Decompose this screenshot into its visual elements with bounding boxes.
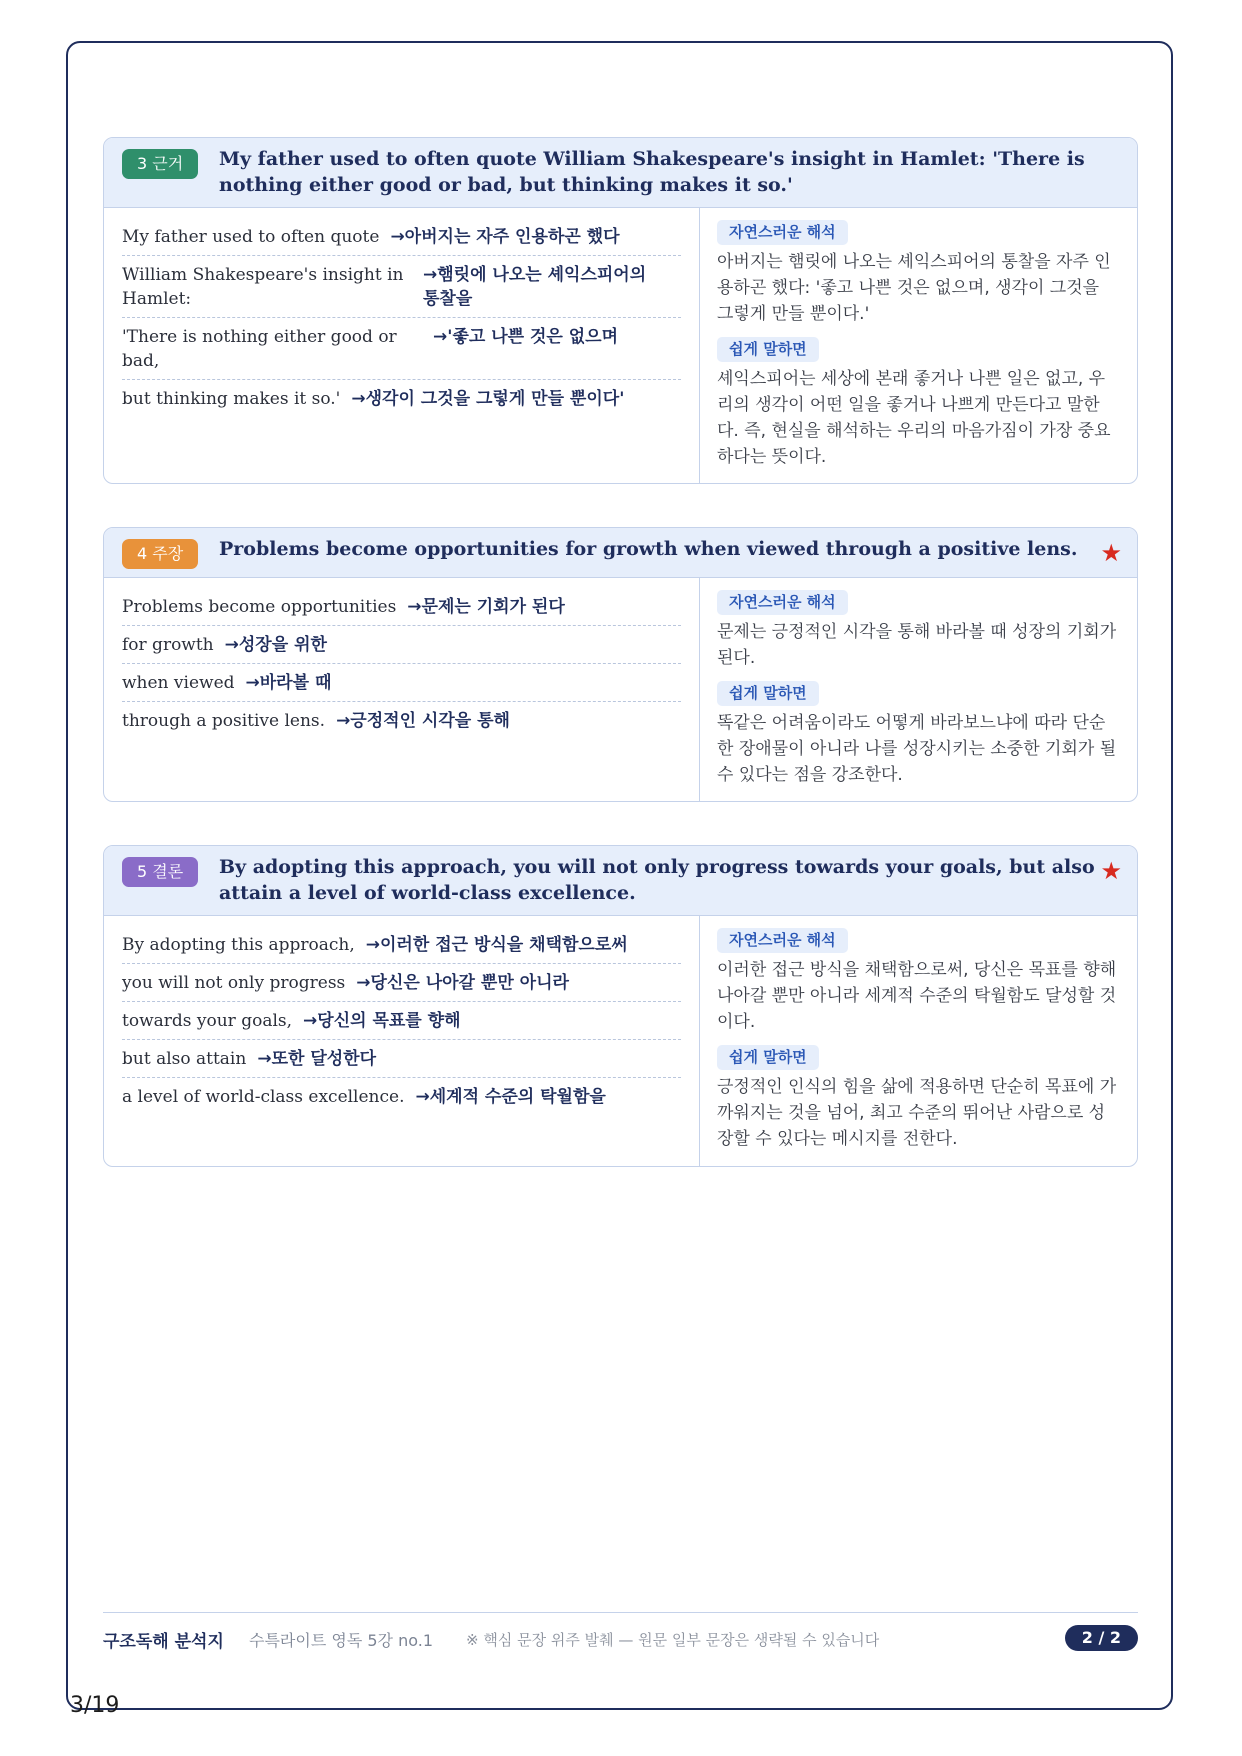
- chunk-korean: →긍정적인 시각을 통해: [336, 711, 510, 731]
- chunk-row: [122, 702, 681, 739]
- chunk-row: [122, 1078, 681, 1115]
- chunk-korean: →'좋고 나쁜 것은 없으며: [433, 327, 619, 347]
- chunk-row: [122, 926, 681, 964]
- page-footer: [103, 1612, 1138, 1656]
- chunk-english: when viewed: [122, 673, 235, 693]
- natural-translation-text: 문제는 긍정적인 시각을 통해 바라볼 때 성장의 기회가 된다.: [717, 622, 1117, 668]
- card-heading: By adopting this approach, you will not only progress towards your goals, but also attain a level of world-class excellence.: [219, 856, 1095, 904]
- chunk-row: [122, 1002, 681, 1040]
- natural-translation-label: 자연스러운 해석: [717, 928, 848, 953]
- chunk-english: but also attain: [122, 1049, 247, 1069]
- card-header: [104, 528, 1137, 578]
- card-header: [104, 138, 1137, 208]
- chunk-korean: →당신의 목표를 향해: [303, 1011, 461, 1031]
- chunk-row: [122, 218, 681, 256]
- chunk-english: for growth: [122, 635, 214, 655]
- card-heading: My father used to often quote William Shakespeare's insight in Hamlet: 'There is nothing either good or bad, but thinking makes it so.': [219, 148, 1085, 196]
- chunk-list: [104, 916, 700, 1166]
- chunk-row: [122, 964, 681, 1002]
- chunk-korean: →바라볼 때: [245, 673, 332, 693]
- chunk-english: Problems become opportunities: [122, 597, 397, 617]
- key-sentence-star-icon: ★: [1100, 857, 1122, 885]
- chunk-korean: →성장을 위한: [224, 635, 327, 655]
- chunk-english: William Shakespeare's insight in Hamlet:: [122, 265, 404, 309]
- chunk-english: By adopting this approach,: [122, 935, 355, 955]
- chunk-row: [122, 588, 681, 626]
- chunk-korean: →당신은 나아갈 뿐만 아니라: [356, 973, 569, 993]
- footer-course: 수특라이트 영독 5강 no.1: [249, 1631, 433, 1650]
- sentence-card-5: [103, 845, 1138, 1167]
- chunk-korean: →문제는 기회가 된다: [407, 597, 565, 617]
- natural-translation-text: 아버지는 햄릿에 나오는 셰익스피어의 통찰을 자주 인용하곤 했다: '좋고 나쁜 것은 없으며, 생각이 그것을 그렇게 만들 뿐이다.': [717, 252, 1111, 324]
- chunk-row: [122, 318, 681, 380]
- easy-explanation-label: 쉽게 말하면: [717, 1045, 819, 1070]
- card-badge: 4 주장: [122, 539, 198, 569]
- chunk-english: 'There is nothing either good or bad,: [122, 327, 397, 371]
- key-sentence-star-icon: ★: [1100, 539, 1122, 567]
- interpretation-panel: [700, 208, 1137, 483]
- card-header: [104, 846, 1137, 916]
- chunk-korean: →햄릿에 나오는 셰익스피어의 통찰을: [423, 265, 647, 309]
- chunk-row: [122, 626, 681, 664]
- chunk-korean: →또한 달성한다: [257, 1049, 377, 1069]
- easy-explanation-text: 똑같은 어려움이라도 어떻게 바라보느냐에 따라 단순한 장애물이 아니라 나를 성장시키는 소중한 기회가 될 수 있다는 점을 강조한다.: [717, 713, 1117, 785]
- chunk-row: [122, 1040, 681, 1078]
- chunk-row: [122, 664, 681, 702]
- interpretation-panel: [700, 578, 1137, 801]
- chunk-english: a level of world-class excellence.: [122, 1087, 405, 1107]
- easy-explanation-text: 셰익스피어는 세상에 본래 좋거나 나쁜 일은 없고, 우리의 생각이 어떤 일을 좋거나 나쁘게 만든다고 말한다. 즉, 현실을 해석하는 우리의 마음가짐이 가장 중요하다는 뜻이다.: [717, 369, 1111, 467]
- footer-note: ※ 핵심 문장 위주 발췌 — 원문 일부 문장은 생략될 수 있습니다: [466, 1631, 880, 1649]
- page-counter: 3/19: [70, 1693, 120, 1718]
- chunk-english: you will not only progress: [122, 973, 346, 993]
- footer-title: 구조독해 분석지: [103, 1632, 224, 1652]
- natural-translation-label: 자연스러운 해석: [717, 590, 848, 615]
- chunk-korean: →아버지는 자주 인용하곤 했다: [390, 227, 620, 247]
- chunk-list: [104, 208, 700, 483]
- easy-explanation-text: 긍정적인 인식의 힘을 삶에 적용하면 단순히 목표에 가까워지는 것을 넘어, 최고 수준의 뛰어난 사람으로 성장할 수 있다는 메시지를 전한다.: [717, 1077, 1117, 1149]
- chunk-row: [122, 380, 681, 417]
- chunk-korean: →세계적 수준의 탁월함을: [415, 1087, 606, 1107]
- chunk-english: towards your goals,: [122, 1011, 293, 1031]
- natural-translation-label: 자연스러운 해석: [717, 220, 848, 245]
- natural-translation-text: 이러한 접근 방식을 채택함으로써, 당신은 목표를 향해 나아갈 뿐만 아니라 세계적 수준의 탁월함도 달성할 것이다.: [717, 960, 1117, 1032]
- chunk-list: [104, 578, 700, 801]
- chunk-korean: →생각이 그것을 그렇게 만들 뿐이다': [351, 389, 625, 409]
- chunk-english: My father used to often quote: [122, 227, 380, 247]
- interpretation-panel: [700, 916, 1137, 1166]
- easy-explanation-label: 쉽게 말하면: [717, 681, 819, 706]
- chunk-korean: →이러한 접근 방식을 채택함으로써: [365, 935, 628, 955]
- chunk-row: [122, 256, 681, 318]
- sentence-card-4: [103, 527, 1138, 802]
- card-badge: 5 결론: [122, 857, 198, 887]
- card-badge: 3 근거: [122, 149, 198, 179]
- card-heading: Problems become opportunities for growth when viewed through a positive lens.: [219, 538, 1078, 560]
- easy-explanation-label: 쉽게 말하면: [717, 337, 819, 362]
- chunk-english: but thinking makes it so.': [122, 389, 341, 409]
- page-number-badge: 2 / 2: [1065, 1625, 1138, 1651]
- sentence-card-3: [103, 137, 1138, 484]
- chunk-english: through a positive lens.: [122, 711, 326, 731]
